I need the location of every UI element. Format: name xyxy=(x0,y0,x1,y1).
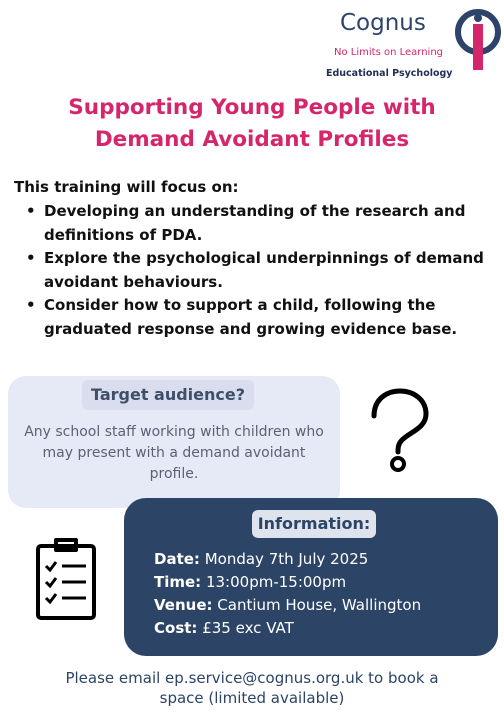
cognus-logo xyxy=(326,2,504,82)
bullet-item: • Consider how to support a child, following the graduated response and growing evidence base. xyxy=(18,294,494,341)
cost-value: £35 exc VAT xyxy=(202,619,294,637)
venue-label: Venue: xyxy=(154,596,213,614)
time-label: Time: xyxy=(154,573,202,591)
target-audience-text: Any school staff working with children who may present with a demand avoidant profile. xyxy=(24,424,324,482)
date-label: Date: xyxy=(154,550,200,568)
footer-line-2: space (limited available) xyxy=(159,689,345,707)
information-heading: Information: xyxy=(252,510,376,538)
information-box xyxy=(124,498,498,656)
bullet-item: • Developing an understanding of the research and definitions of PDA. xyxy=(18,200,494,247)
footer-line-1: Please email ep.service@cognus.org.uk to book a xyxy=(65,669,439,687)
time-value: 13:00pm-15:00pm xyxy=(205,573,347,591)
time-row xyxy=(154,571,421,594)
logo-subtitle: Educational Psychology xyxy=(326,68,453,79)
information-details xyxy=(154,548,421,640)
title-line-2: Demand Avoidant Profiles xyxy=(94,127,410,152)
cost-label: Cost: xyxy=(154,619,198,637)
title-line-1: Supporting Young People with xyxy=(68,95,436,120)
question-mark-icon xyxy=(360,388,436,474)
venue-row xyxy=(154,594,421,617)
clipboard-checklist-icon xyxy=(34,536,98,620)
focus-bullet-list xyxy=(18,200,494,341)
page-title xyxy=(0,92,504,156)
intro-text: This training will focus on: xyxy=(14,178,239,196)
target-audience-heading: Target audience? xyxy=(82,380,254,410)
date-row xyxy=(154,548,421,571)
target-audience-box xyxy=(8,376,340,508)
cost-row xyxy=(154,617,421,640)
bullet-item: • Explore the psychological underpinnings of demand avoidant behaviours. xyxy=(18,247,494,294)
cognus-logo-icon xyxy=(454,4,502,82)
logo-brand-text: Cognus xyxy=(340,10,426,36)
venue-value: Cantium House, Wallington xyxy=(217,596,422,614)
logo-tagline: No Limits on Learning xyxy=(334,47,444,58)
booking-footer xyxy=(0,668,504,708)
date-value: Monday 7th July 2025 xyxy=(204,550,369,568)
